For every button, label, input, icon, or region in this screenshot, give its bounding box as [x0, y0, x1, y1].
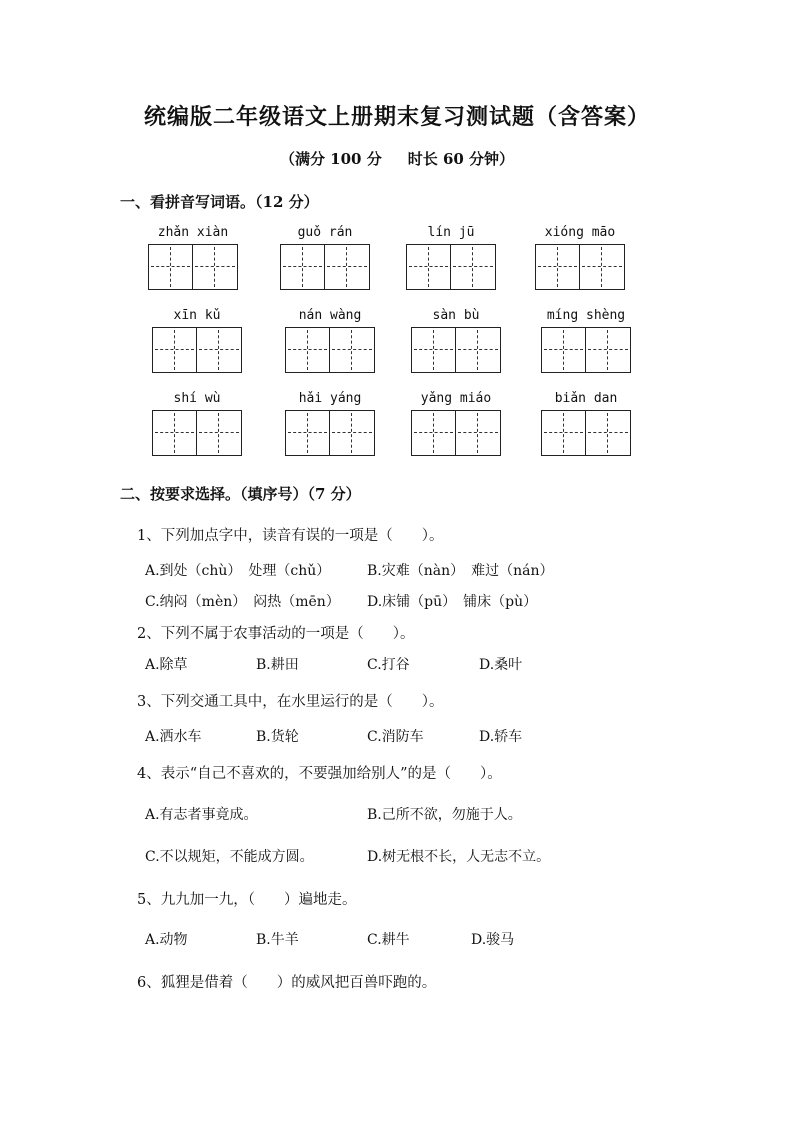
pinyin-text: míng shèng [546, 308, 626, 323]
writing-grid[interactable] [152, 327, 242, 373]
question-4-stem: 4、表示“自己不喜欢的，不要强加给别人”的是（ ）。 [137, 766, 502, 782]
pinyin-text: sàn bù [432, 308, 480, 323]
q5-option-d: D.骏马 [471, 932, 515, 948]
q1-option-d: D.床铺（pū） 铺床（pù） [367, 594, 538, 610]
pinyin-text: zhǎn xiàn [157, 225, 229, 240]
writing-grid[interactable] [406, 244, 496, 290]
q4-option-a: A.有志者事竟成。 [145, 807, 258, 823]
writing-grid[interactable] [535, 244, 625, 290]
section2-heading: 二、按要求选择。（填序号）（7 分） [120, 485, 361, 503]
writing-grid[interactable] [148, 244, 238, 290]
pinyin-text: yǎng miáo [420, 391, 492, 406]
q2-option-d: D.桑叶 [479, 657, 523, 673]
writing-grid[interactable] [285, 327, 375, 373]
q4-option-d: D.树无根不长，人无志不立。 [367, 849, 551, 865]
q3-option-d: D.轿车 [479, 729, 523, 745]
writing-grid[interactable] [541, 410, 631, 456]
q3-option-b: B.货轮 [256, 729, 299, 745]
writing-grid[interactable] [411, 327, 501, 373]
q5-option-c: C.耕牛 [367, 932, 410, 948]
q3-option-a: A.洒水车 [145, 729, 202, 745]
q2-option-c: C.打谷 [367, 657, 410, 673]
pinyin-text: guǒ rán [297, 225, 353, 240]
q4-option-c: C.不以规矩，不能成方圆。 [145, 849, 314, 865]
q5-option-b: B.牛羊 [256, 932, 299, 948]
q3-option-c: C.消防车 [367, 729, 424, 745]
writing-grid[interactable] [411, 410, 501, 456]
pinyin-text: nán wàng [298, 308, 362, 323]
question-5-stem: 5、九九加一九，（ ）遍地走。 [137, 892, 357, 908]
pinyin-text: shí wù [173, 391, 221, 406]
pinyin-text: biǎn dan [554, 391, 618, 406]
writing-grid[interactable] [152, 410, 242, 456]
question-2-stem: 2、下列不属于农事活动的一项是（ ）。 [137, 626, 415, 642]
writing-grid[interactable] [541, 327, 631, 373]
question-3-stem: 3、下列交通工具中，在水里运行的是（ ）。 [137, 694, 444, 710]
question-1-stem: 1、下列加点字中，读音有误的一项是（ ）。 [137, 528, 444, 544]
time-info: 时长 60 分钟） [407, 150, 515, 168]
writing-grid[interactable] [280, 244, 370, 290]
q1-option-c: C.纳闷（mèn） 闷热（mēn） [145, 594, 340, 610]
pinyin-text: xióng māo [544, 225, 616, 240]
pinyin-text: hǎi yáng [298, 391, 362, 406]
page-title: 统编版二年级语文上册期末复习测试题（含答案） [143, 104, 650, 130]
q5-option-a: A.动物 [145, 932, 188, 948]
pinyin-text: xīn kǔ [173, 308, 221, 323]
q1-option-b: B.灾难（nàn） 难过（nán） [367, 563, 554, 579]
q1-option-a: A.到处（chù） 处理（chǔ） [145, 563, 331, 579]
section1-heading: 一、看拼音写词语。（12 分） [120, 193, 319, 211]
score-info: （满分 100 分 [279, 150, 382, 168]
q2-option-b: B.耕田 [256, 657, 299, 673]
question-6-stem: 6、狐狸是借着（ ）的威风把百兽吓跑的。 [137, 975, 437, 991]
exam-info [0, 148, 794, 169]
q4-option-b: B.己所不欲，勿施于人。 [367, 807, 522, 823]
writing-grid[interactable] [285, 410, 375, 456]
q2-option-a: A.除草 [145, 657, 188, 673]
pinyin-text: lín jū [427, 225, 475, 240]
